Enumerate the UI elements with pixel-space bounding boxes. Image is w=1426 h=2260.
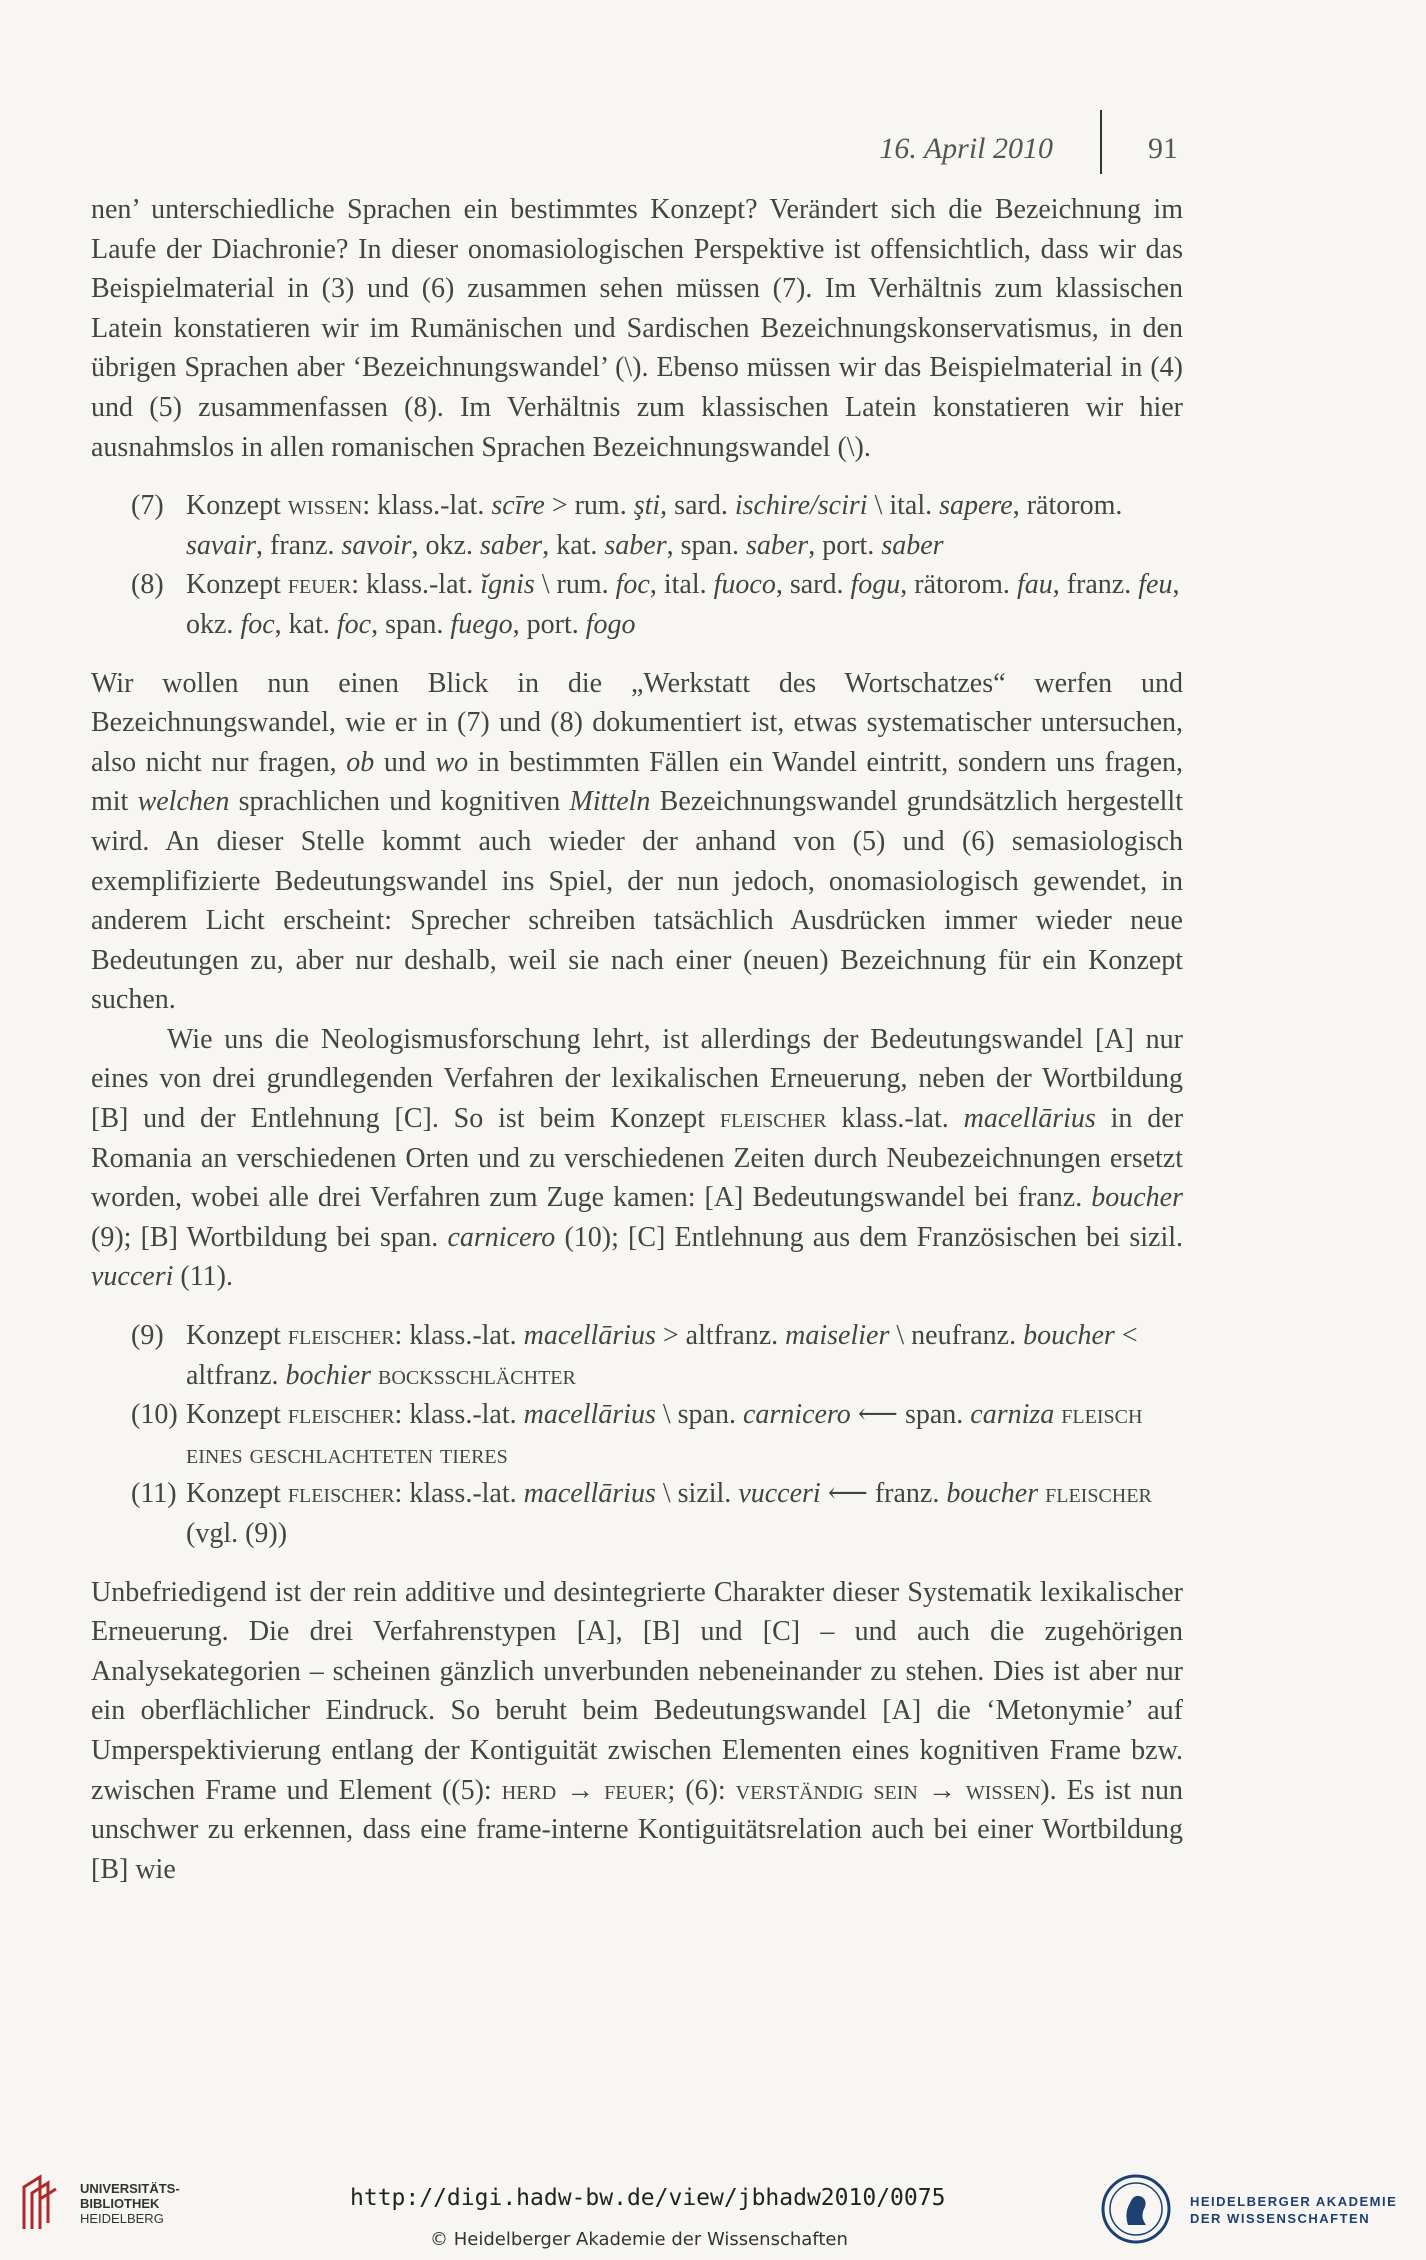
- text-run: , port.: [808, 529, 882, 561]
- text-run: (11).: [173, 1261, 233, 1293]
- example-text: [186, 1474, 1183, 1553]
- example-text: [186, 565, 1183, 644]
- text-run: , span.: [666, 529, 746, 561]
- italic-term: saber: [745, 529, 809, 561]
- concept-label: bocksschlächter: [378, 1359, 576, 1391]
- italic-term: saber: [604, 529, 667, 561]
- text-run: nen’ unterschiedliche Sprachen ein bestimmtes Konzept? Verändert sich die Bezeichnung im Laufe der Diachronie? In dieser onomasiologischen Perspektive ist offensichtlich, dass wir das Beispielmaterial in (3) und (6) zusammen sehen müssen (7). Im Verhältnis zum klassischen Latein konstatieren wir im Rumänischen und Sardischen Bezeichnungskonservatismus, in den übrigen Sprachen aber ‘Bezeichnungswandel’ (\). Ebenso müssen wir das Beispielmaterial in (4) und (5) zusammenfassen (8). Im Verhältnis zum klassischen Latein konstatieren wir hier ausnahmslos in allen romanischen Sprachen Bezeichnungswandel (\).: [91, 194, 1183, 463]
- text-run: ). Es ist nun unschwer zu erkennen, dass eine frame-interne Kontiguitätsrelation auch bei einer Wortbildung [B] wie: [91, 1774, 1183, 1885]
- text-run: Konzept: [186, 1399, 288, 1431]
- text-run: , port.: [512, 608, 586, 640]
- italic-term: wo: [435, 746, 469, 778]
- example-text: [186, 1316, 1183, 1395]
- digitization-footer: [0, 2165, 1426, 2260]
- italic-term: ĭgnis: [480, 569, 535, 601]
- text-run: klass.-lat.: [826, 1103, 964, 1135]
- italic-term: bochier: [285, 1359, 372, 1391]
- text-run: , sard.: [775, 569, 851, 601]
- italic-term: fuoco: [713, 569, 776, 601]
- concept-label: feuer: [287, 569, 352, 601]
- source-url-link[interactable]: http://digi.hadw-bw.de/view/jbhadw2010/0075: [350, 2185, 946, 2211]
- italic-term: ischire/sciri: [734, 490, 868, 522]
- italic-term: savair: [186, 529, 256, 561]
- text-run: \ span.: [655, 1399, 743, 1431]
- text-run: \ neufranz.: [889, 1320, 1024, 1352]
- concept-label: verständig sein: [735, 1774, 918, 1806]
- example-8: [91, 565, 1183, 644]
- text-run: Unbefriedigend ist der rein additive und desintegrierte Charakter dieser Systematik lexikalischer Erneuerung. Die drei Verfahrenstypen [A], [B] und [C] – und auch die zugehörigen Analysekategorien – scheinen gänzlich unverbunden nebeneinander zu stehen. Dies ist aber nur ein oberflächlicher Eindruck. So beruht beim Bedeutungswandel [A] die ‘Metonymie’ auf Umperspektivierung entlang der Kontiguität zwischen Elementen eines kognitiven Frame bzw. zwischen Frame und Element ((5):: [91, 1576, 1183, 1806]
- running-header: [0, 126, 1426, 176]
- text-run: , franz.: [1052, 569, 1139, 601]
- italic-term: macellārius: [523, 1320, 656, 1352]
- example-number: (8): [131, 569, 164, 601]
- text-run: : klass.-lat.: [362, 490, 492, 522]
- italic-term: foc: [240, 608, 275, 640]
- library-name: UNIVERSITÄTS- BIBLIOTHEK HEIDELBERG: [80, 2181, 180, 2226]
- italic-term: vucceri: [738, 1478, 821, 1510]
- text-run: ; (6):: [667, 1774, 736, 1806]
- italic-term: sapere: [939, 490, 1013, 522]
- paragraph-4: [91, 1573, 1183, 1890]
- text-run: sprachlichen und kognitiven: [229, 786, 570, 818]
- page-body: [91, 190, 1183, 1889]
- text-run: →: [917, 1774, 966, 1806]
- example-number: (10): [131, 1399, 178, 1431]
- italic-term: fogo: [585, 608, 636, 640]
- text-run: Wir wollen nun einen Blick in die „Werkstatt des Wortschatzes“ werfen und Bezeichnungswandel, wie er in (7) und (8) dokumentiert ist, etwas systematischer untersuchen, also nicht nur fragen,: [91, 667, 1183, 778]
- italic-term: macellārius: [963, 1103, 1096, 1135]
- paragraph-3: [91, 1020, 1183, 1297]
- italic-term: ob: [346, 746, 375, 778]
- example-11: [91, 1474, 1183, 1553]
- concept-label: fleisch eines geschlachteten tieres: [186, 1399, 1143, 1470]
- italic-term: boucher: [946, 1478, 1039, 1510]
- text-run: , rätorom.: [1012, 490, 1123, 522]
- example-10: [91, 1395, 1183, 1474]
- text-run: , sard.: [660, 490, 735, 522]
- academy-seal-icon: [1100, 2173, 1172, 2245]
- header-date: 16. April 2010: [879, 132, 1053, 165]
- concept-label: wissen: [287, 490, 363, 522]
- text-run: \ ital.: [867, 490, 940, 522]
- concept-label: wissen: [965, 1774, 1041, 1806]
- italic-term: boucher: [1023, 1320, 1115, 1352]
- page-number: 91: [1148, 132, 1178, 165]
- text-run: und: [374, 746, 436, 778]
- text-run: : klass.-lat.: [394, 1399, 524, 1431]
- text-run: \ rum.: [534, 569, 616, 601]
- example-number: (7): [131, 490, 164, 522]
- italic-term: boucher: [1091, 1182, 1183, 1214]
- text-run: , franz.: [256, 529, 342, 561]
- text-run: : klass.-lat.: [394, 1320, 524, 1352]
- concept-label: fleischer: [287, 1478, 395, 1510]
- text-run: Bezeichnungswandel grundsätzlich hergestellt wird. An dieser Stelle kommt auch wieder der anhand von (5) und (6) semasiologisch exemplifizierte Bedeutungswandel ins Spiel, der nun jedoch, onomasiologisch gewendet, in anderem Licht erscheint: Sprecher schreiben tatsächlich Ausdrücken immer wieder neue Bedeutungen zu, aber nur deshalb, weil sie nach einer (neuen) Bezeichnung für ein Konzept suchen.: [91, 786, 1183, 1016]
- italic-term: fau: [1016, 569, 1053, 601]
- text-run: , kat.: [542, 529, 605, 561]
- text-run: →: [556, 1774, 605, 1806]
- italic-term: saber: [881, 529, 944, 561]
- italic-term: scīre: [491, 490, 545, 522]
- text-run: , kat.: [274, 608, 337, 640]
- concept-label: fleischer: [287, 1399, 395, 1431]
- italic-term: vucceri: [91, 1261, 174, 1293]
- italic-term: savoir: [341, 529, 412, 561]
- text-run: (10); [C] Entlehnung aus dem Französischen bei sizil.: [555, 1221, 1184, 1253]
- italic-term: feu: [1138, 569, 1173, 601]
- text-run: Konzept: [186, 1320, 288, 1352]
- italic-term: maiselier: [785, 1320, 890, 1352]
- italic-term: carnicero: [742, 1399, 851, 1431]
- concept-label: fleischer: [287, 1320, 395, 1352]
- text-run: (9); [B] Wortbildung bei span.: [91, 1221, 448, 1253]
- text-run: ⟵ franz.: [820, 1478, 947, 1510]
- example-text: [186, 486, 1183, 565]
- text-run: Wie uns die Neologismusforschung lehrt, ist allerdings der Bedeutungswandel [A] nur eines von drei grundlegenden Verfahren der lexikalischen Erneuerung, neben der Wortbildung [B] und der Entlehnung [C]. So ist beim Konzept: [91, 1023, 1183, 1135]
- example-7: [91, 486, 1183, 565]
- italic-term: foc: [615, 569, 650, 601]
- header-divider: [1100, 110, 1102, 174]
- text-run: [371, 1360, 378, 1391]
- italic-term: macellārius: [523, 1399, 656, 1431]
- concept-label: fleischer: [1045, 1478, 1152, 1510]
- academy-name: HEIDELBERGER AKADEMIE DER WISSENSCHAFTEN: [1190, 2194, 1398, 2226]
- text-run: (vgl. (9)): [186, 1518, 288, 1549]
- copyright-notice: © Heidelberger Akademie der Wissenschaften: [430, 2229, 848, 2250]
- text-run: Konzept: [186, 569, 288, 601]
- italic-term: fuego: [450, 608, 513, 640]
- text-run: , span.: [371, 608, 451, 640]
- text-run: , rätorom.: [900, 569, 1017, 601]
- text-run: ⟵ span.: [850, 1399, 971, 1431]
- italic-term: welchen: [137, 786, 230, 818]
- example-text: [186, 1395, 1183, 1474]
- text-run: > altfranz.: [655, 1320, 786, 1352]
- example-number: (9): [131, 1320, 164, 1352]
- paragraph-1: [91, 190, 1183, 467]
- text-run: Konzept: [186, 490, 288, 522]
- italic-term: carniza: [970, 1399, 1055, 1431]
- example-number: (11): [131, 1478, 177, 1510]
- concept-label: fleischer: [719, 1103, 827, 1135]
- text-run: : klass.-lat.: [351, 569, 481, 601]
- concept-label: herd: [501, 1774, 557, 1806]
- text-run: Konzept: [186, 1478, 288, 1510]
- italic-term: şti: [633, 490, 661, 522]
- text-run: , okz.: [411, 529, 480, 561]
- concept-label: feuer: [604, 1774, 668, 1806]
- italic-term: fogu: [850, 569, 901, 601]
- italic-term: foc: [336, 608, 372, 640]
- italic-term: macellārius: [523, 1478, 656, 1510]
- paragraph-2: [91, 664, 1183, 1020]
- text-run: in bestimmten Fällen ein Wandel eintritt, sondern uns fragen, mit: [91, 746, 1184, 818]
- text-run: , ital.: [649, 569, 714, 601]
- italic-term: carnicero: [447, 1221, 556, 1253]
- italic-term: saber: [479, 529, 543, 561]
- text-run: , okz.: [186, 569, 1180, 640]
- text-run: > rum.: [544, 490, 634, 522]
- university-library-logo-icon: [18, 2173, 72, 2231]
- italic-term: Mitteln: [569, 786, 651, 818]
- text-run: : klass.-lat.: [394, 1478, 524, 1510]
- text-run: < altfranz.: [186, 1320, 1138, 1391]
- text-run: in der Romania an verschiedenen Orten und zu verschiedenen Zeiten durch Neubezeichnungen ersetzt worden, wobei alle drei Verfahren zum Zuge kamen: [A] Bedeutungswandel bei franz.: [91, 1103, 1184, 1214]
- text-run: \ sizil.: [655, 1478, 739, 1510]
- example-9: [91, 1316, 1183, 1395]
